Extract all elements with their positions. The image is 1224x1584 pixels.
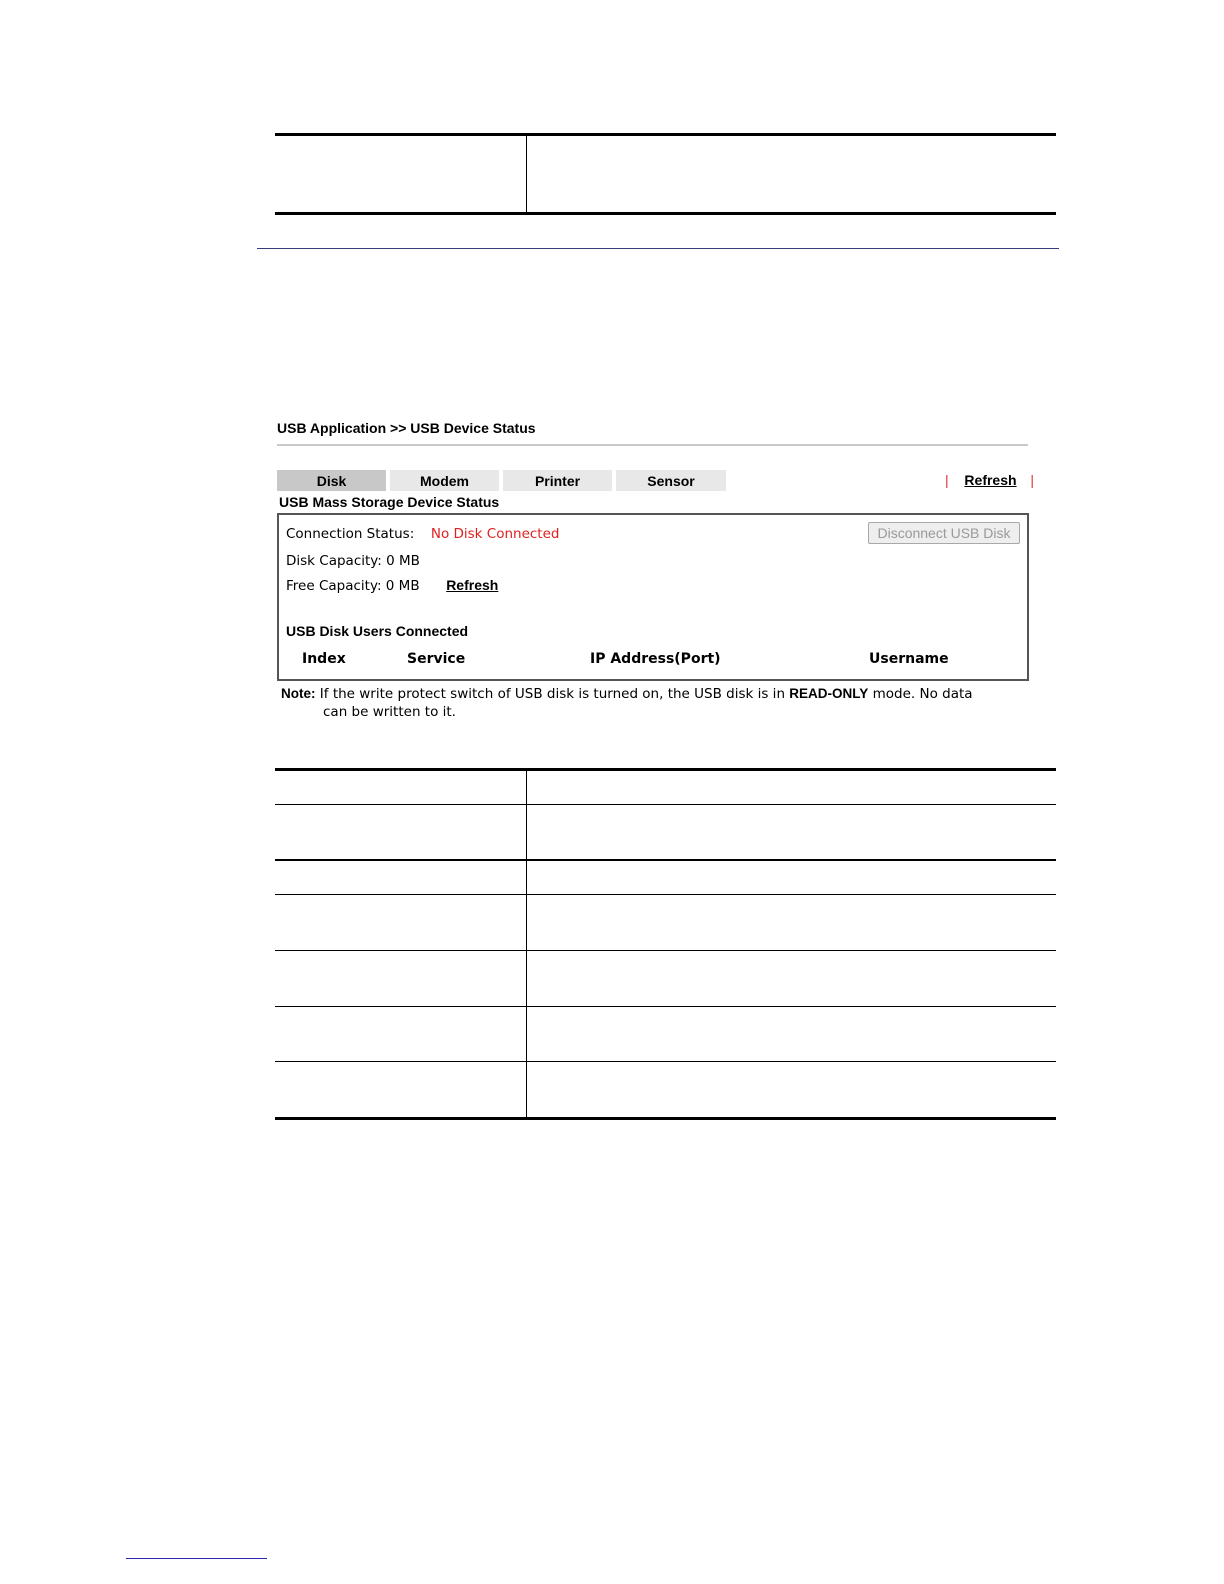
top-table-divider	[526, 136, 527, 213]
disconnect-usb-disk-button[interactable]: Disconnect USB Disk	[868, 522, 1020, 544]
page-title: USB Application >> USB Device Status	[277, 420, 536, 436]
desc-table-rule	[275, 1006, 1056, 1007]
free-capacity-row	[286, 577, 498, 594]
note-emphasis: READ-ONLY	[789, 686, 869, 701]
note-text-1: If the write protect switch of USB disk is turned on, the USB disk is in	[315, 686, 790, 702]
desc-table-rule	[275, 950, 1056, 951]
desc-table-rule	[275, 1061, 1056, 1062]
refresh-link[interactable]: Refresh	[964, 472, 1017, 488]
column-header-index: Index	[302, 651, 346, 667]
section-title: USB Mass Storage Device Status	[279, 494, 500, 510]
tab-disk[interactable]: Disk	[277, 470, 386, 491]
column-header-ip-address: IP Address(Port)	[590, 651, 721, 667]
column-header-username: Username	[869, 651, 949, 667]
tab-modem[interactable]: Modem	[390, 470, 499, 491]
section-divider	[257, 248, 1059, 249]
disk-capacity: Disk Capacity: 0 MB	[286, 553, 420, 569]
desc-table-rule	[275, 804, 1056, 805]
connection-status-value: No Disk Connected	[430, 526, 560, 542]
note-text-3: can be written to it.	[323, 704, 456, 720]
desc-table-rule	[275, 859, 1056, 861]
note	[281, 685, 1026, 721]
desc-table-divider	[526, 771, 527, 1117]
top-refresh-group	[945, 472, 1034, 488]
desc-table-rule-top	[275, 768, 1056, 771]
desc-table-rule-bottom	[275, 1117, 1056, 1120]
column-header-service: Service	[407, 651, 466, 667]
users-connected-title: USB Disk Users Connected	[286, 623, 469, 639]
footnote-rule	[126, 1558, 267, 1559]
tab-printer[interactable]: Printer	[503, 470, 612, 491]
top-table-rule-top	[275, 133, 1056, 136]
free-capacity: Free Capacity: 0 MB	[286, 578, 420, 594]
pipe-separator-left: |	[945, 472, 949, 488]
status-panel	[277, 513, 1029, 681]
connection-status-label: Connection Status:	[286, 526, 415, 542]
desc-table-rule	[275, 894, 1056, 895]
note-line-1	[281, 685, 1026, 703]
pipe-separator-right: |	[1030, 472, 1034, 488]
top-table-rule-bottom	[275, 212, 1056, 215]
connection-status-row	[286, 526, 559, 542]
capacity-refresh-link[interactable]: Refresh	[446, 577, 499, 593]
note-label: Note:	[281, 686, 316, 701]
note-text-2: mode. No data	[868, 686, 973, 702]
title-rule	[277, 444, 1028, 446]
tab-sensor[interactable]: Sensor	[616, 470, 726, 491]
